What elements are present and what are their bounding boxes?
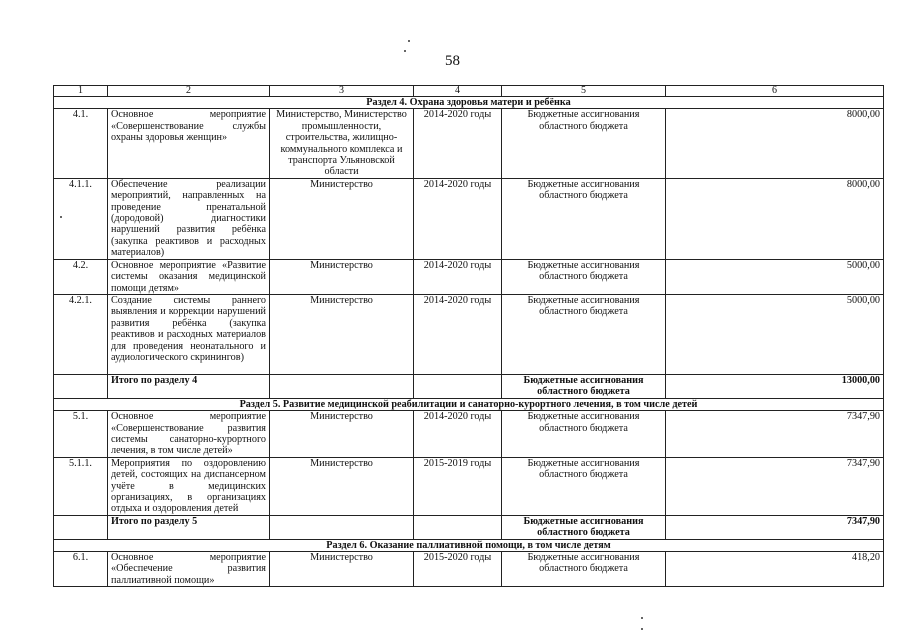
item-name: Основное мероприятие «Совершенствование развития системы санаторно-курортного лечения, в том числе детей» (108, 411, 270, 458)
section-header-row (54, 97, 884, 109)
column-number-row (54, 86, 884, 97)
item-funding-source: Бюджетные ассигнования областного бюджета (502, 259, 666, 294)
item-funding-source: Бюджетные ассигнования областного бюджета (502, 552, 666, 587)
budget-table (53, 85, 884, 587)
item-name: Основное мероприятие «Развитие системы оказания медицинской помощи детям» (108, 259, 270, 294)
table-row (54, 178, 884, 259)
total-funding-source: Бюджетные ассигнования областного бюджета (502, 515, 666, 539)
scan-speck (408, 40, 410, 42)
item-name: Мероприятия по оздоровлению детей, состоящих на диспансерном учёте в медицинских организациях, в организациях отдыха и оздоровления детей (108, 457, 270, 515)
table-row (54, 552, 884, 587)
empty-cell (414, 374, 502, 398)
item-name: Создание системы раннего выявления и коррекции нарушений развития ребёнка (закупка реактивов и расходных материалов для проведения неонатального и аудиологического скринингов) (108, 294, 270, 374)
table-row (54, 294, 884, 374)
section-title: Раздел 6. Оказание паллиативной помощи, в том числе детям (54, 539, 884, 551)
scan-speck (60, 216, 62, 218)
total-amount: 13000,00 (666, 374, 884, 398)
table-row (54, 109, 884, 178)
item-executor: Министерство (270, 411, 414, 458)
item-name: Основное мероприятие «Обеспечение развития паллиативной помощи» (108, 552, 270, 587)
item-executor: Министерство, Министерство промышленности, строительства, жилищно-коммунального комплекса и транспорта Ульяновской области (270, 109, 414, 178)
item-executor: Министерство (270, 294, 414, 374)
table-row (54, 259, 884, 294)
item-years: 2015-2019 годы (414, 457, 502, 515)
item-amount: 7347,90 (666, 411, 884, 458)
section-total-row (54, 515, 884, 539)
empty-cell (270, 374, 414, 398)
item-amount: 8000,00 (666, 178, 884, 259)
item-amount: 7347,90 (666, 457, 884, 515)
item-years: 2014-2020 годы (414, 178, 502, 259)
item-number: 5.1. (54, 411, 108, 458)
item-number: 4.2.1. (54, 294, 108, 374)
section-header-row (54, 539, 884, 551)
item-funding-source: Бюджетные ассигнования областного бюджета (502, 457, 666, 515)
item-amount: 418,20 (666, 552, 884, 587)
item-amount: 8000,00 (666, 109, 884, 178)
total-amount: 7347,90 (666, 515, 884, 539)
section-title: Раздел 5. Развитие медицинской реабилитации и санаторно-курортного лечения, в том числе детей (54, 398, 884, 410)
empty-cell (270, 515, 414, 539)
item-executor: Министерство (270, 178, 414, 259)
item-funding-source: Бюджетные ассигнования областного бюджета (502, 411, 666, 458)
item-amount: 5000,00 (666, 294, 884, 374)
item-funding-source: Бюджетные ассигнования областного бюджета (502, 294, 666, 374)
column-number: 2 (108, 86, 270, 97)
table-row (54, 411, 884, 458)
section-title: Раздел 4. Охрана здоровья матери и ребёнка (54, 97, 884, 109)
table-row (54, 457, 884, 515)
scan-speck (404, 50, 406, 52)
item-executor: Министерство (270, 259, 414, 294)
item-number: 4.2. (54, 259, 108, 294)
empty-cell (54, 515, 108, 539)
column-number: 4 (414, 86, 502, 97)
item-years: 2014-2020 годы (414, 259, 502, 294)
column-number: 1 (54, 86, 108, 97)
item-amount: 5000,00 (666, 259, 884, 294)
item-years: 2014-2020 годы (414, 109, 502, 178)
total-label: Итого по разделу 4 (108, 374, 270, 398)
section-total-row (54, 374, 884, 398)
item-years: 2014-2020 годы (414, 411, 502, 458)
item-years: 2014-2020 годы (414, 294, 502, 374)
total-funding-source: Бюджетные ассигнования областного бюджета (502, 374, 666, 398)
scan-speck (641, 617, 643, 619)
item-number: 4.1. (54, 109, 108, 178)
empty-cell (54, 374, 108, 398)
scan-speck (641, 628, 643, 630)
section-header-row (54, 398, 884, 410)
column-number: 5 (502, 86, 666, 97)
item-number: 6.1. (54, 552, 108, 587)
item-executor: Министерство (270, 552, 414, 587)
column-number: 6 (666, 86, 884, 97)
total-label: Итого по разделу 5 (108, 515, 270, 539)
item-name: Основное мероприятие «Совершенствование службы охраны здоровья женщин» (108, 109, 270, 178)
page-number: 58 (445, 53, 460, 69)
item-funding-source: Бюджетные ассигнования областного бюджета (502, 178, 666, 259)
item-funding-source: Бюджетные ассигнования областного бюджета (502, 109, 666, 178)
item-number: 5.1.1. (54, 457, 108, 515)
empty-cell (414, 515, 502, 539)
item-years: 2015-2020 годы (414, 552, 502, 587)
item-number: 4.1.1. (54, 178, 108, 259)
item-name: Обеспечение реализации мероприятий, направленных на проведение пренатальной (дородовой) диагностики нарушений развития ребёнка (закупка реактивов и расходных материалов) (108, 178, 270, 259)
item-executor: Министерство (270, 457, 414, 515)
column-number: 3 (270, 86, 414, 97)
